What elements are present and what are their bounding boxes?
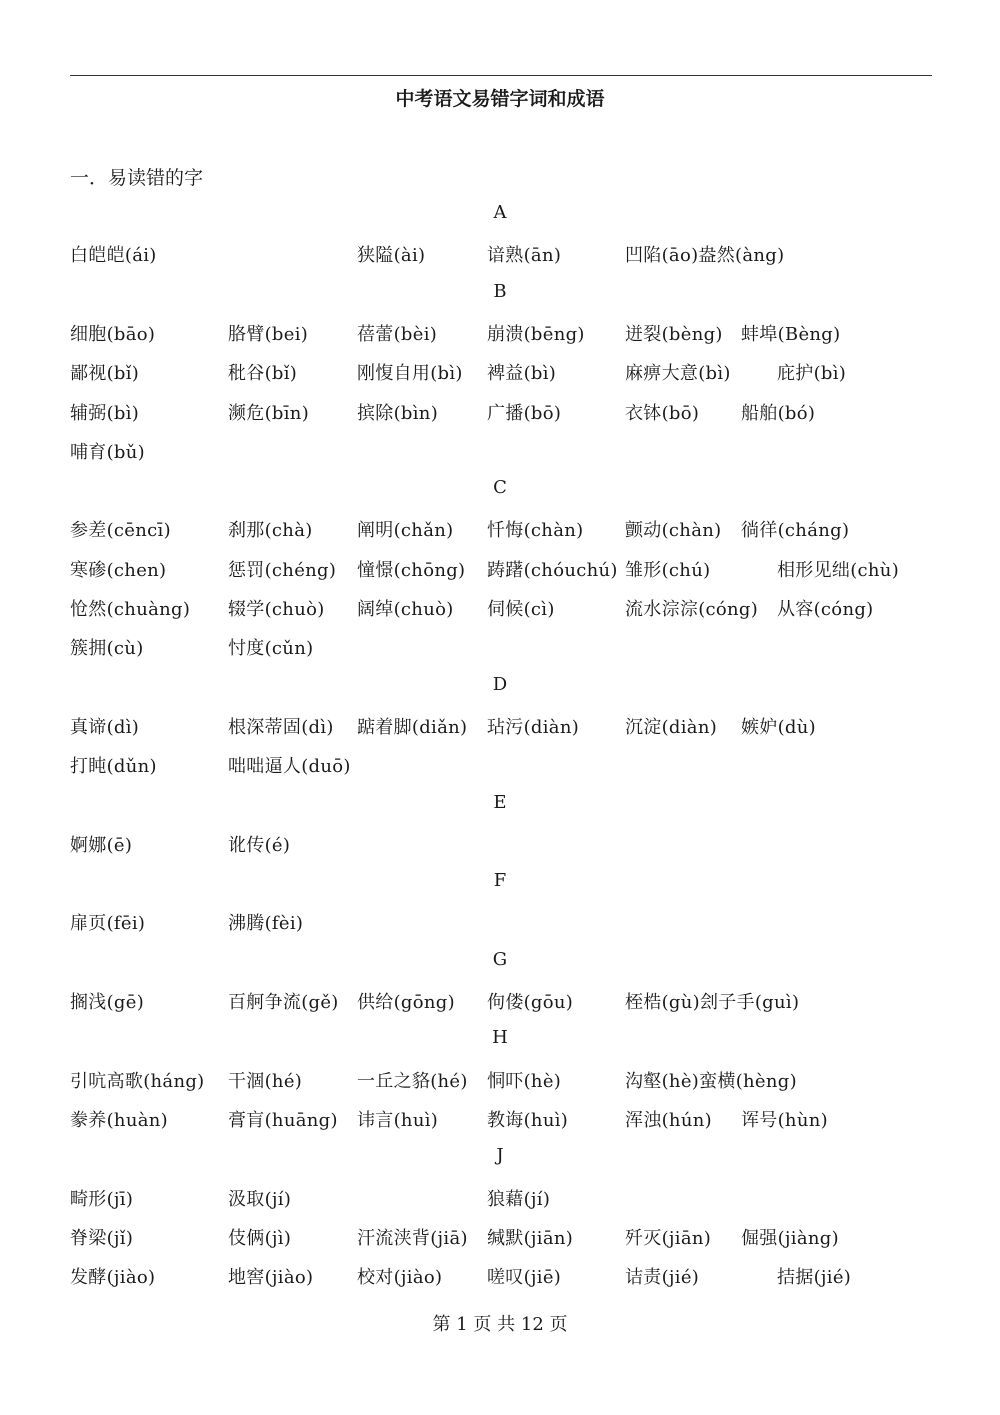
word-entry: 憧憬(chōng)	[357, 559, 466, 581]
word-entry: 迸裂(bèng)	[625, 323, 723, 345]
word-entry: 雏形(chú)	[625, 559, 711, 581]
word-entry: 伺候(cì)	[487, 599, 555, 620]
page-title: 中考语文易错字词和成语	[395, 88, 605, 110]
word-entry: 流水淙淙(cóng)	[625, 599, 759, 620]
word-entry: 浑浊(hún)	[625, 1109, 712, 1131]
word-entry: 引吭高歌(háng)	[70, 1070, 205, 1092]
word-entry: 嗟叹(jiē)	[487, 1267, 562, 1289]
word-entry: 咄咄逼人(duō)	[228, 756, 351, 778]
word-entry: 狭隘(ài)	[357, 245, 426, 267]
word-entry: 刚愎自用(bì)	[357, 363, 463, 385]
word-entry: 鄙视(bǐ)	[70, 363, 140, 385]
word-entry: 濒危(bīn)	[228, 402, 310, 424]
word-entry: 凹陷(āo)盎然(àng)	[625, 245, 785, 267]
word-entry: 忏悔(chàn)	[487, 520, 584, 542]
word-entry: 恫吓(hè)	[487, 1070, 562, 1092]
word-entry: 膏肓(huāng)	[228, 1109, 338, 1131]
footer-suffix: 页	[549, 1314, 568, 1335]
word-entry: 辅弼(bì)	[70, 402, 140, 424]
word-entry: 讳言(huì)	[357, 1109, 439, 1131]
word-entry: 崩溃(bēng)	[487, 323, 585, 345]
word-entry: 脊梁(jǐ)	[70, 1227, 134, 1249]
word-entry: 蓓蕾(bèi)	[357, 323, 438, 345]
word-entry: 摈除(bìn)	[357, 402, 439, 424]
word-entry: 徜徉(cháng)	[741, 520, 850, 542]
word-entry: 根深蒂固(dì)	[228, 716, 334, 738]
word-entry: 船舶(bó)	[741, 402, 816, 424]
word-entry: 玷污(diàn)	[487, 716, 580, 738]
letter-heading: B	[493, 280, 507, 302]
word-entry: 白皑皑(ái)	[70, 245, 157, 267]
word-entry: 歼灭(jiān)	[625, 1227, 712, 1249]
letter-heading: G	[492, 948, 508, 970]
word-entry: 干涸(hé)	[228, 1070, 303, 1092]
word-entry: 缄默(jiān)	[487, 1227, 574, 1249]
word-entry: 倔强(jiàng)	[741, 1227, 839, 1249]
word-entry: 忖度(cǔn)	[228, 638, 314, 660]
word-entry: 嫉妒(dù)	[741, 716, 816, 738]
letter-heading: C	[493, 477, 507, 499]
word-entry: 搁浅(gē)	[70, 992, 145, 1013]
footer-middle: 页 共	[473, 1314, 516, 1335]
word-entry: 真谛(dì)	[70, 716, 140, 738]
word-entry: 扉页(fēi)	[70, 913, 146, 935]
word-entry: 从容(cóng)	[777, 599, 874, 620]
word-entry: 沸腾(fèi)	[228, 913, 304, 935]
word-entry: 发酵(jiào)	[70, 1267, 156, 1289]
word-entry: 蚌埠(Bèng)	[741, 323, 841, 345]
letter-heading: J	[496, 1145, 504, 1167]
word-entry: 百舸争流(gě)	[228, 992, 339, 1013]
word-entry: 刹那(chà)	[228, 520, 313, 542]
letter-heading: E	[493, 791, 507, 813]
word-entry: 庇护(bì)	[777, 363, 847, 385]
word-entry: 教诲(huì)	[487, 1109, 569, 1131]
word-entry: 校对(jiào)	[357, 1267, 443, 1289]
word-entry: 地窖(jiào)	[228, 1267, 314, 1289]
word-entry: 怆然(chuàng)	[70, 599, 191, 620]
letter-heading: A	[493, 202, 507, 223]
word-entry: 佝偻(gōu)	[487, 992, 574, 1013]
word-entry: 相形见绌(chù)	[777, 559, 900, 581]
word-entry: 参差(cēncī)	[70, 520, 171, 542]
word-entry: 踌躇(chóuchú)	[487, 559, 618, 581]
page-footer	[0, 1310, 1000, 1336]
word-entry: 衣钵(bō)	[625, 402, 700, 424]
word-entry: 辍学(chuò)	[228, 599, 325, 620]
word-entry: 踮着脚(diǎn)	[357, 716, 468, 738]
footer-total-pages: 12	[520, 1314, 544, 1335]
word-entry: 讹传(é)	[228, 834, 291, 856]
word-entry: 供给(gōng)	[357, 992, 455, 1013]
word-entry: 惩罚(chéng)	[228, 559, 337, 581]
word-entry: 豢养(huàn)	[70, 1109, 168, 1131]
letter-heading: H	[492, 1027, 508, 1049]
word-entry: 一丘之貉(hé)	[357, 1070, 468, 1092]
word-entry: 哺育(bǔ)	[70, 441, 145, 463]
word-entry: 沟壑(hè)蛮横(hèng)	[625, 1070, 797, 1092]
word-entry: 广播(bō)	[487, 402, 562, 424]
word-entry: 谙熟(ān)	[487, 245, 562, 267]
word-entry: 秕谷(bǐ)	[228, 363, 298, 385]
letter-heading: F	[493, 870, 507, 892]
word-entry: 汗流浃背(jiā)	[357, 1227, 468, 1249]
letter-heading: D	[492, 673, 508, 695]
word-entry: 汲取(jí)	[228, 1188, 292, 1210]
word-entry: 颤动(chàn)	[625, 520, 722, 542]
word-entry: 畸形(jī)	[70, 1188, 134, 1210]
word-entry: 婀娜(ē)	[70, 834, 133, 856]
footer-page-number: 1	[456, 1314, 468, 1335]
word-entry: 桎梏(gù)刽子手(guì)	[625, 992, 800, 1013]
word-entry: 狼藉(jí)	[487, 1188, 551, 1210]
word-entry: 诘责(jié)	[625, 1267, 700, 1289]
word-entry: 细胞(bāo)	[70, 323, 156, 345]
word-entry: 伎俩(jì)	[228, 1227, 292, 1249]
word-entry: 裨益(bì)	[487, 363, 557, 385]
word-entry: 阔绰(chuò)	[357, 599, 454, 620]
word-entry: 打盹(dǔn)	[70, 756, 157, 778]
word-entry: 拮据(jié)	[777, 1267, 852, 1289]
section-heading: 一．易读错的字	[70, 167, 204, 189]
word-entry: 阐明(chǎn)	[357, 520, 454, 542]
header-rule	[70, 75, 932, 76]
word-entry: 簇拥(cù)	[70, 638, 144, 660]
word-entry: 诨号(hùn)	[741, 1109, 828, 1131]
word-entry: 寒碜(chen)	[70, 559, 167, 581]
word-entry: 胳臂(bei)	[228, 323, 309, 345]
footer-prefix: 第	[432, 1314, 451, 1335]
word-entry: 麻痹大意(bì)	[625, 363, 731, 385]
word-entry: 沉淀(diàn)	[625, 716, 718, 738]
